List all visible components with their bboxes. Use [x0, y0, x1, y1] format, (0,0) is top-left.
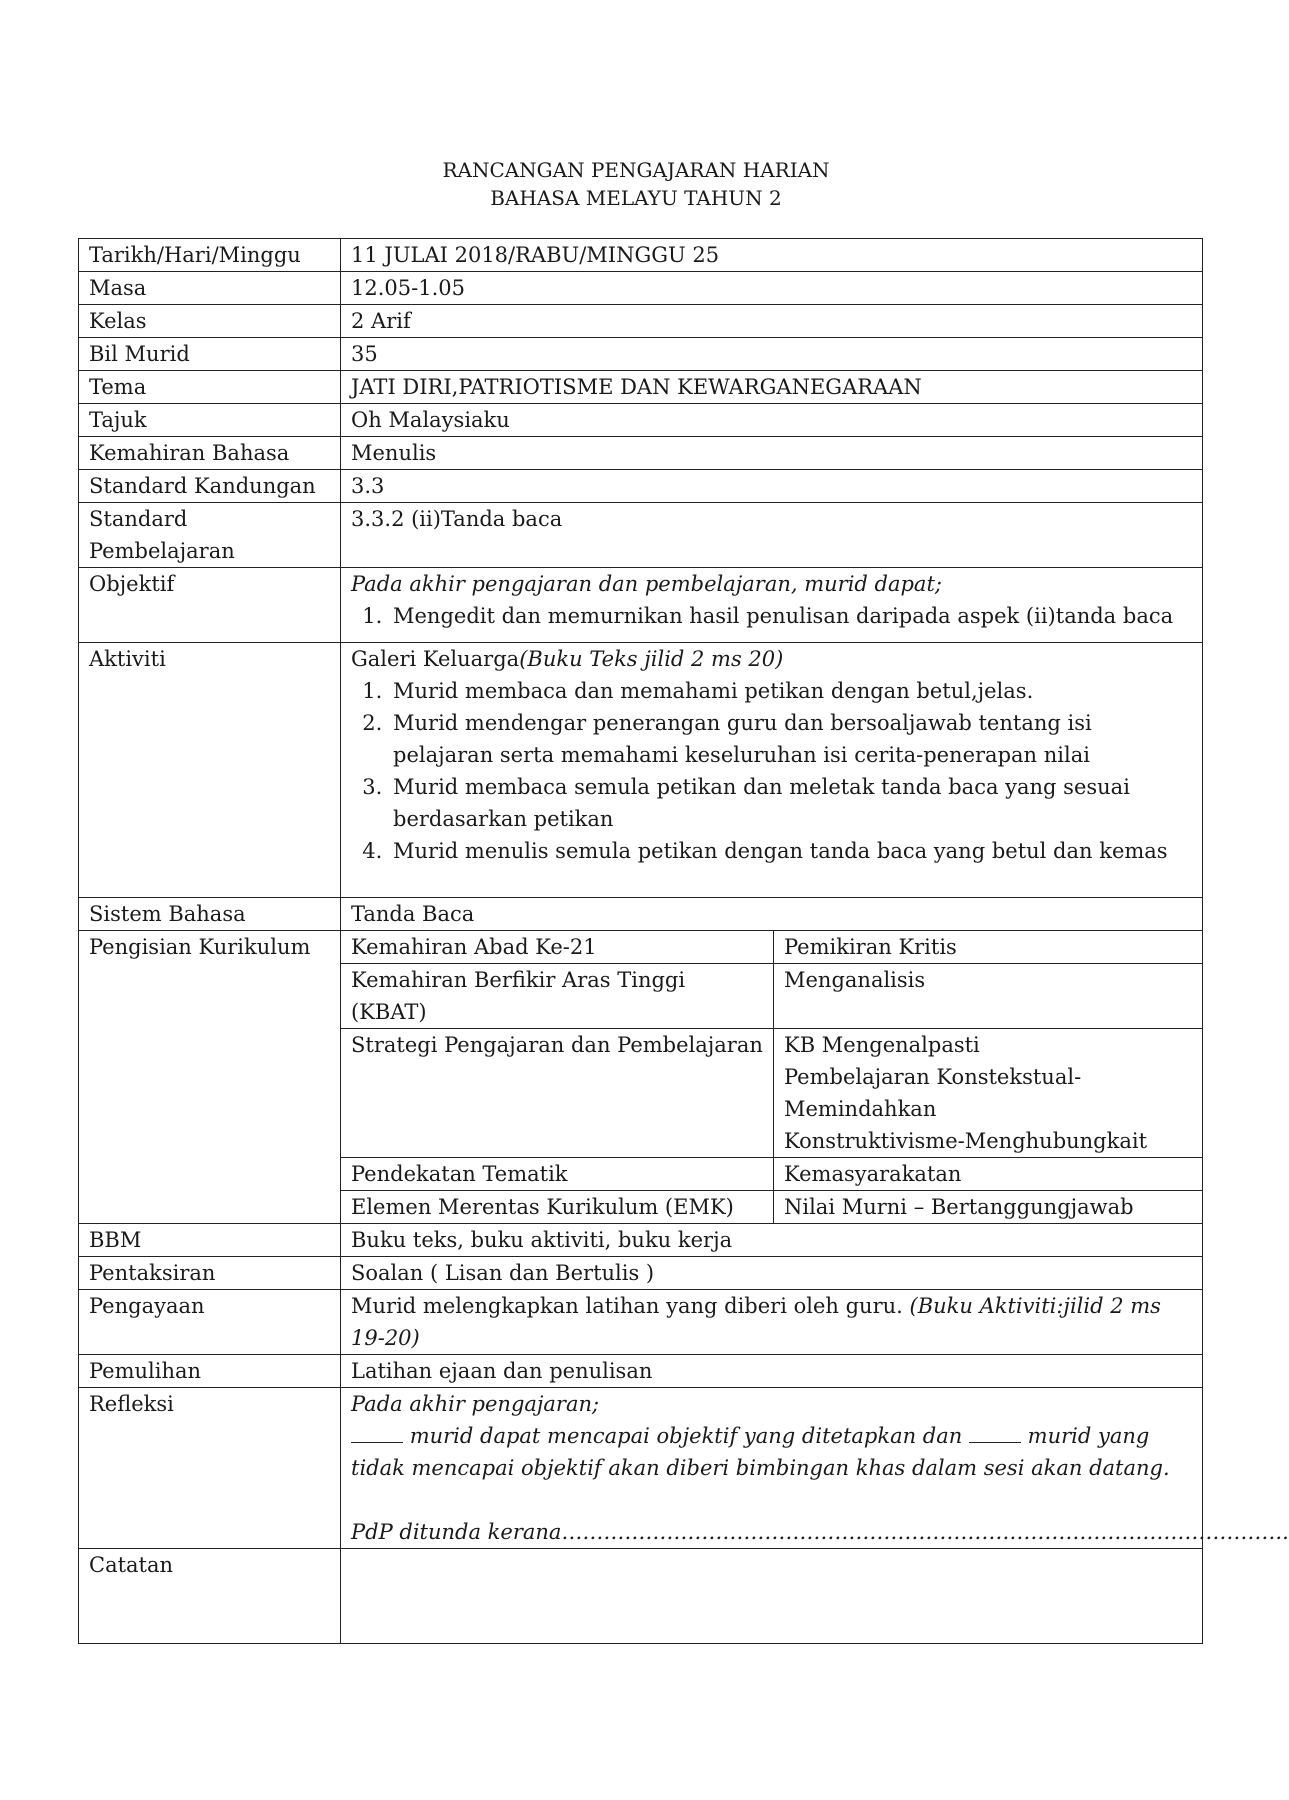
label-tarikh: Tarikh/Hari/Minggu: [79, 239, 341, 272]
value-pentaksiran: Soalan ( Lisan dan Bertulis ): [341, 1257, 1203, 1290]
label-bbm: BBM: [79, 1224, 341, 1257]
label-aktiviti: Aktiviti: [79, 643, 341, 898]
refleksi-statement: [351, 1420, 1192, 1484]
row-objektif: [79, 568, 1203, 643]
value-masa: 12.05-1.05: [341, 272, 1203, 305]
pengisian-value: Kemasyarakatan: [774, 1158, 1203, 1191]
pengisian-row: [341, 1158, 1202, 1191]
document-header: [0, 156, 1272, 212]
strategi-line: Konstruktivisme-Menghubungkait: [784, 1129, 1148, 1153]
pengisian-subtable: [341, 931, 1202, 1223]
value-aktiviti: [341, 643, 1203, 898]
blank-count-achieved[interactable]: [351, 1420, 403, 1443]
row-refleksi: [79, 1388, 1203, 1549]
row-masa: [79, 272, 1203, 305]
label-pengayaan: Pengayaan: [79, 1290, 341, 1355]
blank-count-not-achieved[interactable]: [969, 1420, 1021, 1443]
pengayaan-text: Murid melengkapkan latihan yang diberi oleh guru.: [351, 1294, 903, 1318]
strategi-line: Memindahkan: [784, 1097, 937, 1121]
pengisian-key: Kemahiran Abad Ke-21: [341, 931, 774, 964]
label-refleksi: Refleksi: [79, 1388, 341, 1549]
row-kelas: [79, 305, 1203, 338]
title-line-2: BAHASA MELAYU TAHUN 2: [490, 186, 782, 210]
label-pengisian-kurikulum: Pengisian Kurikulum: [79, 931, 341, 1224]
value-kemahiran-bahasa: Menulis: [341, 437, 1203, 470]
label-pentaksiran: Pentaksiran: [79, 1257, 341, 1290]
row-standard-pembelajaran: [79, 503, 1203, 568]
value-standard-kandungan: 3.3: [341, 470, 1203, 503]
pengisian-row: [341, 1191, 1202, 1224]
label-sistem-bahasa: Sistem Bahasa: [79, 898, 341, 931]
aktiviti-intro: [351, 643, 1192, 675]
label-kelas: Kelas: [79, 305, 341, 338]
row-pengayaan: [79, 1290, 1203, 1355]
refleksi-spacer: [351, 1484, 1192, 1516]
refleksi-part-2: murid yang tidak mencapai objektif akan diberi bimbingan khas dalam sesi akan datang.: [351, 1424, 1170, 1480]
pengayaan-ref: (Buku Aktiviti:jilid 2 ms 19-20): [351, 1294, 1161, 1350]
refleksi-part-1: murid dapat mencapai objektif yang ditetapkan dan: [409, 1424, 963, 1448]
value-standard-pembelajaran: 3.3.2 (ii)Tanda baca: [341, 503, 1203, 568]
aktiviti-intro-title: Galeri Keluarga: [351, 647, 520, 671]
row-tarikh: [79, 239, 1203, 272]
refleksi-line-1: Pada akhir pengajaran;: [351, 1392, 600, 1416]
row-pengisian-kurikulum: [79, 931, 1203, 1224]
pengisian-row: [341, 1029, 1202, 1158]
value-objektif: [341, 568, 1203, 643]
pengisian-value: Menganalisis: [774, 964, 1203, 1029]
label-tema: Tema: [79, 371, 341, 404]
pengisian-row: [341, 964, 1202, 1029]
row-pemulihan: [79, 1355, 1203, 1388]
label-catatan: Catatan: [79, 1549, 341, 1644]
pengisian-key: Pendekatan Tematik: [341, 1158, 774, 1191]
value-bbm: Buku teks, buku aktiviti, buku kerja: [341, 1224, 1203, 1257]
row-tajuk: [79, 404, 1203, 437]
label-standard-kandungan: Standard Kandungan: [79, 470, 341, 503]
value-tarikh: 11 JULAI 2018/RABU/MINGGU 25: [341, 239, 1203, 272]
aktiviti-list: [351, 675, 1192, 867]
label-kemahiran-bahasa: Kemahiran Bahasa: [79, 437, 341, 470]
row-bil-murid: [79, 338, 1203, 371]
value-kelas: 2 Arif: [341, 305, 1203, 338]
row-kemahiran-bahasa: [79, 437, 1203, 470]
value-pemulihan: Latihan ejaan dan penulisan: [341, 1355, 1203, 1388]
row-aktiviti: [79, 643, 1203, 898]
pengisian-key: Kemahiran Berfikir Aras Tinggi (KBAT): [341, 964, 774, 1029]
label-pemulihan: Pemulihan: [79, 1355, 341, 1388]
label-objektif: Objektif: [79, 568, 341, 643]
refleksi-ditunda: PdP ditunda kerana…………………………………………………………………………………………..: [351, 1520, 1289, 1544]
row-standard-kandungan: [79, 470, 1203, 503]
label-tajuk: Tajuk: [79, 404, 341, 437]
value-pengisian-kurikulum: [341, 931, 1203, 1224]
aktiviti-intro-ref: (Buku Teks jilid 2 ms 20): [519, 647, 784, 671]
aktiviti-item: 4. Murid menulis semula petikan dengan tanda baca yang betul dan kemas: [389, 835, 1192, 867]
objektif-intro: Pada akhir pengajaran dan pembelajaran, murid dapat;: [351, 572, 942, 596]
pengisian-value-multiline: [774, 1029, 1203, 1158]
value-tajuk: Oh Malaysiaku: [341, 404, 1203, 437]
row-pentaksiran: [79, 1257, 1203, 1290]
aktiviti-item: 3. Murid membaca semula petikan dan meletak tanda baca yang sesuai berdasarkan petikan: [389, 771, 1192, 835]
label-masa: Masa: [79, 272, 341, 305]
objektif-list: [351, 600, 1192, 632]
pengisian-row: [341, 931, 1202, 964]
strategi-line: KB Mengenalpasti: [784, 1033, 980, 1057]
value-catatan[interactable]: [341, 1549, 1203, 1644]
title-line-1: RANCANGAN PENGAJARAN HARIAN: [442, 158, 830, 182]
row-bbm: [79, 1224, 1203, 1257]
pengisian-key: Elemen Merentas Kurikulum (EMK): [341, 1191, 774, 1224]
pengisian-value: Nilai Murni – Bertanggungjawab: [784, 1195, 1134, 1219]
pengisian-value: Pemikiran Kritis: [774, 931, 1203, 964]
row-catatan: [79, 1549, 1203, 1644]
strategi-line: Pembelajaran Konstekstual-: [784, 1065, 1082, 1089]
label-bil-murid: Bil Murid: [79, 338, 341, 371]
value-pengayaan: [341, 1290, 1203, 1355]
pengisian-key: Strategi Pengajaran dan Pembelajaran: [341, 1029, 774, 1158]
value-bil-murid: 35: [341, 338, 1203, 371]
aktiviti-item: 1. Murid membaca dan memahami petikan dengan betul,jelas.: [389, 675, 1192, 707]
value-tema: JATI DIRI,PATRIOTISME DAN KEWARGANEGARAAN: [341, 371, 1203, 404]
aktiviti-item: 2. Murid mendengar penerangan guru dan bersoaljawab tentang isi pelajaran serta memahami keseluruhan isi cerita-penerapan nilai: [389, 707, 1192, 771]
value-refleksi: [341, 1388, 1289, 1549]
row-sistem-bahasa: [79, 898, 1203, 931]
value-sistem-bahasa: Tanda Baca: [341, 898, 1203, 931]
label-standard-pembelajaran: Standard Pembelajaran: [79, 503, 341, 568]
lesson-plan-table: [78, 238, 1289, 1644]
objektif-item: 1. Mengedit dan memurnikan hasil penulisan daripada aspek (ii)tanda baca: [389, 600, 1192, 632]
row-tema: [79, 371, 1203, 404]
